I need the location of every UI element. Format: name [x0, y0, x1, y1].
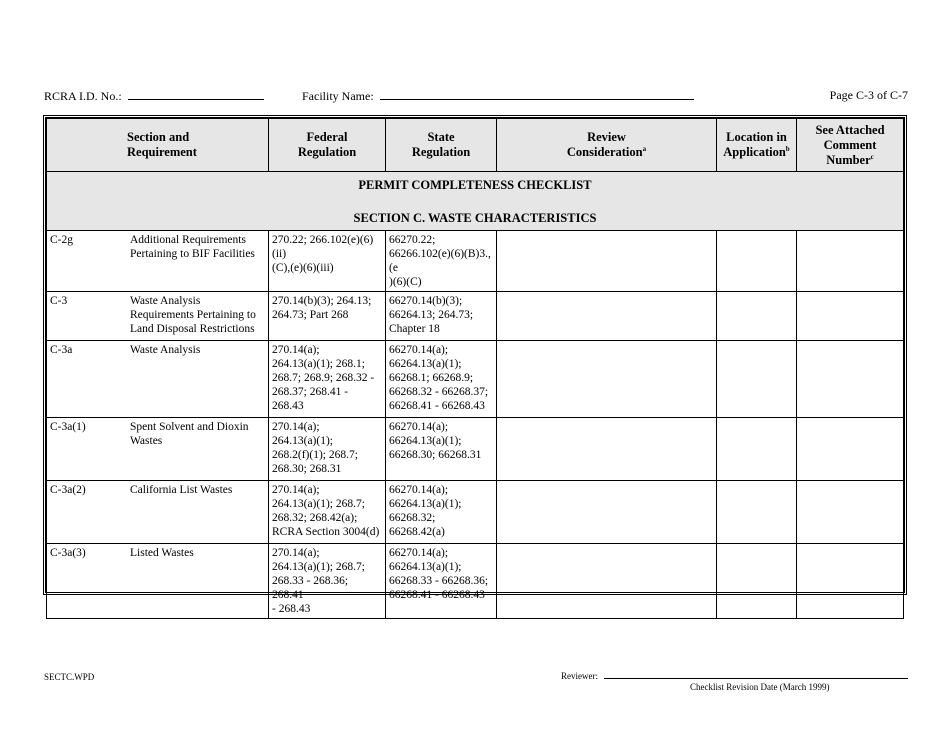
table-row [47, 481, 904, 544]
requirement-text: Spent Solvent and Dioxin Wastes [130, 421, 249, 447]
title-cell [47, 172, 904, 231]
col-state-line1: State [427, 130, 455, 144]
checklist-frame [43, 115, 907, 615]
review-consideration-cell[interactable] [497, 418, 717, 481]
location-cell[interactable] [717, 231, 797, 292]
section-number [47, 341, 269, 418]
section-number [47, 481, 269, 544]
state-regulation [386, 418, 497, 481]
col-location-line2: Application [723, 145, 786, 159]
facility-name-blank [380, 88, 694, 100]
review-consideration-cell[interactable] [497, 544, 717, 619]
table-row [47, 341, 904, 418]
state-regulation-text: 66270.14(a); 66264.13(a)(1); 66268.33 - 66268.36; 66268.41 - 66268.43 [389, 547, 489, 601]
section-id: C-3a(2) [50, 484, 86, 496]
checklist-table [46, 118, 904, 619]
state-regulation-text: 66270.14(a); 66264.13(a)(1); 66268.30; 66268.31 [389, 421, 482, 461]
requirement-text: Additional Requirements Pertaining to BIF Facilities [130, 234, 255, 260]
comment-number-cell[interactable] [797, 481, 904, 544]
review-consideration-cell[interactable] [497, 341, 717, 418]
state-regulation-text: 66270.22; 66266.102(e)(6)(B)3.,(e )(6)(C) [389, 234, 491, 288]
revision-date: Checklist Revision Date (March 1999) [690, 682, 830, 692]
federal-regulation-text: 270.14(b)(3); 264.13; 264.73; Part 268 [272, 295, 372, 321]
table-row [47, 544, 904, 619]
column-header-row [47, 119, 904, 172]
federal-regulation [269, 292, 386, 341]
facility-name-label: Facility Name: [302, 89, 374, 103]
state-regulation [386, 481, 497, 544]
section-id: C-3a(1) [50, 421, 86, 433]
federal-regulation [269, 231, 386, 292]
page-number: Page C-3 of C-7 [829, 88, 908, 102]
comment-number-cell[interactable] [797, 231, 904, 292]
facility-name-field [302, 88, 694, 104]
col-review-line2: Consideration [566, 145, 643, 159]
table-row [47, 418, 904, 481]
requirement-text: Waste Analysis [130, 344, 201, 356]
col-state-regulation [386, 119, 497, 172]
federal-regulation-text: 270.22; 266.102(e)(6)(ii) (C),(e)(6)(iii) [272, 234, 374, 274]
location-cell[interactable] [717, 418, 797, 481]
rcra-id-field [44, 88, 264, 104]
section-number [47, 292, 269, 341]
col-location-line1: Location in [726, 130, 787, 144]
requirement-text: California List Wastes [130, 484, 233, 496]
col-comment-line2: Comment [823, 137, 877, 152]
table-row [47, 292, 904, 341]
section-id: C-3a [50, 344, 73, 356]
state-regulation-text: 66270.14(a); 66264.13(a)(1); 66268.32; 66268.42(a) [389, 484, 462, 538]
review-consideration-cell[interactable] [497, 231, 717, 292]
section-number [47, 418, 269, 481]
state-regulation-text: 66270.14(a); 66264.13(a)(1); 66268.1; 66268.9; 66268.32 - 66268.37; 66268.41 - 66268.43 [389, 344, 489, 412]
rcra-id-label: RCRA I.D. No.: [44, 89, 122, 103]
col-federal-line1: Federal [306, 130, 348, 144]
section-number [47, 544, 269, 619]
federal-regulation [269, 544, 386, 619]
comment-number-cell[interactable] [797, 292, 904, 341]
location-cell[interactable] [717, 544, 797, 619]
rcra-id-blank [128, 88, 264, 100]
col-section-line2: Requirement [127, 145, 197, 159]
checklist-rows [47, 231, 904, 619]
table-row [47, 231, 904, 292]
federal-regulation [269, 418, 386, 481]
col-review-line1: Review [587, 130, 626, 144]
location-cell[interactable] [717, 481, 797, 544]
comment-number-cell[interactable] [797, 544, 904, 619]
title-row [47, 172, 904, 231]
review-consideration-cell[interactable] [497, 481, 717, 544]
federal-regulation-text: 270.14(a); 264.13(a)(1); 268.7; 268.32; 268.42(a); RCRA Section 3004(d) [272, 484, 380, 538]
requirement-text: Listed Wastes [130, 547, 194, 559]
state-regulation [386, 544, 497, 619]
col-comment-line1: See Attached [815, 122, 885, 137]
reviewer-label: Reviewer: [561, 671, 598, 681]
checklist-title: PERMIT COMPLETENESS CHECKLIST [358, 178, 592, 192]
federal-regulation-text: 270.14(a); 264.13(a)(1); 268.1; 268.7; 268.9; 268.32 - 268.37; 268.41 - 268.43 [272, 344, 375, 412]
col-state-line2: Regulation [411, 145, 471, 159]
comment-number-cell[interactable] [797, 418, 904, 481]
section-title: SECTION C. WASTE CHARACTERISTICS [353, 211, 597, 225]
state-regulation [386, 341, 497, 418]
section-id: C-3 [50, 295, 68, 307]
col-review-consideration [497, 119, 717, 172]
col-review-footnote: a [642, 144, 647, 153]
col-location-in-application [717, 119, 797, 172]
col-location-footnote: b [785, 144, 790, 153]
requirement-text: Waste Analysis Requirements Pertaining to Land Disposal Restrictions [130, 295, 256, 335]
section-id: C-2g [50, 234, 73, 246]
reviewer-blank [604, 670, 908, 679]
section-id: C-3a(3) [50, 547, 86, 559]
col-comment-line3: Number [826, 152, 871, 167]
federal-regulation [269, 341, 386, 418]
col-section-line1: Section and [127, 130, 190, 144]
federal-regulation [269, 481, 386, 544]
col-comment-number [797, 119, 904, 172]
col-federal-regulation [269, 119, 386, 172]
col-section-requirement [47, 119, 269, 172]
col-federal-line2: Regulation [297, 145, 357, 159]
federal-regulation-text: 270.14(a); 264.13(a)(1); 268.2(f)(1); 268.7; 268.30; 268.31 [272, 421, 358, 475]
state-regulation-text: 66270.14(b)(3); 66264.13; 264.73; Chapter 18 [389, 295, 474, 335]
file-name: SECTC.WPD [44, 672, 95, 682]
section-number [47, 231, 269, 292]
col-comment-footnote: c [870, 152, 874, 161]
federal-regulation-text: 270.14(a); 264.13(a)(1); 268.7; 268.33 - 268.36; 268.41 - 268.43 [272, 547, 365, 615]
location-cell[interactable] [717, 292, 797, 341]
review-consideration-cell[interactable] [497, 292, 717, 341]
state-regulation [386, 292, 497, 341]
comment-number-cell[interactable] [797, 341, 904, 418]
reviewer-field [561, 670, 908, 681]
state-regulation [386, 231, 497, 292]
location-cell[interactable] [717, 341, 797, 418]
